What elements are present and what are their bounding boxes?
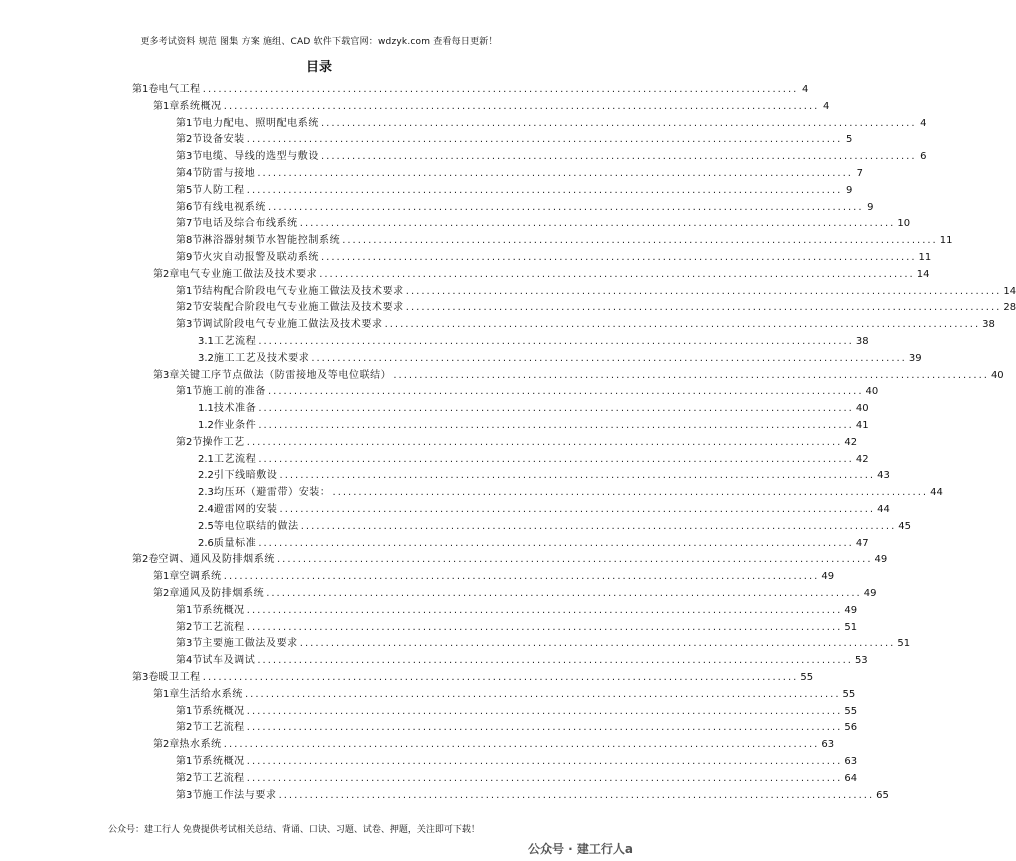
toc-entry-number: 第6节 bbox=[176, 201, 203, 213]
toc-entry-title: 作业条件 bbox=[213, 420, 257, 431]
toc-leader-dots: ................................................................................................................... bbox=[258, 336, 854, 347]
toc-entry-page: 11 bbox=[918, 252, 932, 263]
toc-entry-page: 14 bbox=[916, 268, 930, 280]
toc-leader-dots: ................................................................................................................... bbox=[278, 789, 875, 801]
toc-leader-dots: ................................................................................................................... bbox=[320, 117, 917, 129]
toc-entry-page: 14 bbox=[1003, 285, 1016, 297]
toc-entry[interactable] bbox=[132, 670, 814, 686]
toc-entry[interactable] bbox=[198, 334, 869, 350]
toc-leader-dots: ................................................................................................................... bbox=[267, 201, 864, 213]
toc-entry[interactable] bbox=[176, 317, 995, 333]
toc-entry-page: 55 bbox=[844, 705, 858, 717]
toc-entry-page: 42 bbox=[855, 453, 869, 465]
toc-entry-page: 44 bbox=[930, 487, 943, 499]
toc-entry[interactable] bbox=[176, 132, 853, 148]
toc-entry[interactable] bbox=[176, 166, 863, 182]
toc-leader-dots: ................................................................................................................... bbox=[223, 739, 820, 751]
toc-entry-number: 第2章 bbox=[153, 739, 180, 751]
toc-entry-title: 工艺流程 bbox=[202, 772, 245, 784]
toc-entry-page: 49 bbox=[863, 588, 877, 599]
toc-entry-number: 第7节 bbox=[176, 218, 203, 230]
toc-entry-number: 第1节 bbox=[176, 386, 203, 398]
toc-entry[interactable] bbox=[176, 300, 1016, 316]
toc-leader-dots: ................................................................................................................... bbox=[405, 285, 1002, 297]
toc-entry-number: 第3卷 bbox=[132, 672, 159, 683]
toc-entry-number: 2.1 bbox=[198, 453, 214, 465]
page-header: 更多考试资料 规范 图集 方案 施组、CAD 软件下载官网：wdzyk.com 查看每日更新！ bbox=[140, 37, 498, 47]
toc-entry-title: 系统概况 bbox=[202, 604, 245, 616]
toc-entry[interactable] bbox=[153, 569, 835, 585]
toc-entry[interactable] bbox=[176, 754, 858, 770]
toc-entry-number: 第3节 bbox=[176, 638, 203, 650]
toc-leader-dots: ................................................................................................................... bbox=[320, 151, 917, 163]
toc-entry-number: 2.3 bbox=[198, 487, 214, 499]
toc-entry-title: 系统概况 bbox=[179, 100, 222, 112]
toc-entry-title: 等电位联结的做法 bbox=[213, 520, 299, 532]
toc-entry-page: 40 bbox=[855, 403, 869, 415]
toc-leader-dots: ................................................................................................................... bbox=[202, 672, 799, 683]
toc-entry-page: 40 bbox=[865, 386, 879, 398]
toc-entry-page: 40 bbox=[990, 369, 1004, 381]
toc-entry[interactable] bbox=[153, 99, 830, 115]
toc-entry-page: 5 bbox=[845, 134, 853, 146]
toc-entry[interactable] bbox=[153, 586, 877, 602]
toc-leader-dots: ................................................................................................................... bbox=[246, 184, 843, 196]
toc-entry-title: 电话及综合布线系统 bbox=[202, 218, 298, 230]
toc-entry[interactable] bbox=[176, 149, 927, 165]
toc-leader-dots: ................................................................................................................... bbox=[279, 504, 876, 515]
page-footer: 公众号：建工行人 免费提供考试相关总结、背诵、口诀、习题、试卷、押题，关注即可下载！ bbox=[108, 825, 480, 835]
toc-entry-number: 第3章 bbox=[153, 369, 180, 381]
toc-entry-title: 安装配合阶段电气专业施工做法及技术要求 bbox=[202, 302, 404, 314]
toc-entry-title: 生活给水系统 bbox=[179, 688, 243, 700]
toc-entry-page: 4 bbox=[801, 84, 809, 95]
toc-entry-title: 设备安装 bbox=[202, 134, 245, 146]
toc-entry-title: 主要施工做法及要求 bbox=[202, 638, 298, 650]
toc-leader-dots: ................................................................................................................... bbox=[246, 621, 843, 633]
toc-entry[interactable] bbox=[198, 452, 869, 468]
toc-leader-dots: ................................................................................................................... bbox=[393, 369, 989, 381]
toc-entry-number: 第1节 bbox=[176, 705, 203, 717]
toc-leader-dots: ................................................................................................................... bbox=[258, 453, 854, 465]
toc-entry-number: 第2节 bbox=[176, 722, 203, 734]
toc-leader-dots: ................................................................................................................... bbox=[246, 722, 843, 734]
toc-entry-number: 2.6 bbox=[198, 537, 214, 549]
toc-entry[interactable] bbox=[176, 116, 927, 132]
toc-entry-page: 49 bbox=[821, 571, 835, 583]
toc-entry-title: 工艺流程 bbox=[213, 336, 257, 347]
toc-entry-page: 49 bbox=[874, 554, 888, 566]
toc-entry-number: 1.2 bbox=[198, 420, 214, 431]
toc-entry-number: 第8节 bbox=[176, 235, 203, 247]
watermark: 公众号 · 建工行人a bbox=[528, 842, 634, 856]
toc-entry-number: 第1章 bbox=[153, 100, 180, 112]
toc-entry-number: 第4节 bbox=[176, 655, 203, 667]
toc-entry-title: 人防工程 bbox=[202, 184, 245, 196]
toc-entry-page: 38 bbox=[982, 319, 995, 331]
toc-entry-page: 4 bbox=[920, 117, 927, 129]
toc-entry-page: 63 bbox=[844, 756, 858, 767]
toc-leader-dots: ................................................................................................................... bbox=[299, 638, 896, 650]
toc-entry[interactable] bbox=[176, 636, 911, 652]
toc-entry-number: 2.4 bbox=[198, 504, 214, 515]
toc-leader-dots: ................................................................................................................... bbox=[279, 470, 876, 482]
toc-entry[interactable] bbox=[176, 250, 932, 266]
toc-entry[interactable] bbox=[198, 519, 912, 535]
toc-entry-number: 第1章 bbox=[153, 688, 180, 700]
toc-entry-number: 第2节 bbox=[176, 436, 203, 448]
toc-entry-title: 工艺流程 bbox=[213, 453, 257, 465]
toc-entry-title: 淋浴器射频节水智能控制系统 bbox=[202, 235, 341, 247]
toc-entry-page: 43 bbox=[877, 470, 890, 482]
toc-leader-dots: ................................................................................................................... bbox=[202, 84, 799, 95]
toc-entry-title: 热水系统 bbox=[179, 739, 222, 751]
toc-leader-dots: ................................................................................................................... bbox=[244, 688, 841, 700]
toc-entry-title: 引下线暗敷设 bbox=[213, 470, 278, 482]
toc-entry-page: 64 bbox=[844, 772, 858, 784]
toc-entry[interactable] bbox=[176, 720, 858, 736]
toc-entry-page: 45 bbox=[898, 520, 912, 532]
toc-entry-title: 通风及防排烟系统 bbox=[179, 588, 265, 599]
toc-leader-dots: ................................................................................................................... bbox=[332, 487, 929, 499]
toc-entry-number: 2.2 bbox=[198, 470, 214, 482]
toc-entry-page: 47 bbox=[855, 537, 869, 549]
toc-entry-number: 第4节 bbox=[176, 168, 203, 179]
toc-entry[interactable] bbox=[176, 233, 953, 249]
toc-entry-number: 第1卷 bbox=[132, 84, 159, 95]
toc-entry-title: 工艺流程 bbox=[202, 722, 245, 734]
toc-entry-number: 第2卷 bbox=[132, 554, 159, 566]
toc-entry-page: 63 bbox=[821, 739, 835, 751]
toc-leader-dots: ................................................................................................................... bbox=[246, 772, 843, 784]
toc-entry[interactable] bbox=[176, 771, 858, 787]
toc-entry-page: 51 bbox=[844, 621, 858, 633]
toc-entry-page: 9 bbox=[867, 201, 874, 213]
toc-entry-page: 65 bbox=[876, 789, 889, 801]
toc-entry-number: 3.2 bbox=[198, 352, 214, 364]
toc-entry[interactable] bbox=[132, 82, 809, 98]
toc-leader-dots: ................................................................................................................... bbox=[299, 218, 896, 230]
toc-entry-page: 51 bbox=[897, 638, 911, 650]
toc-leader-dots: ................................................................................................................... bbox=[246, 705, 843, 717]
toc-entry[interactable] bbox=[198, 418, 869, 434]
toc-leader-dots: ................................................................................................................... bbox=[319, 268, 915, 280]
toc-leader-dots: ................................................................................................................... bbox=[276, 554, 873, 566]
toc-leader-dots: ................................................................................................................... bbox=[246, 436, 843, 448]
toc-entry-title: 施工作法与要求 bbox=[202, 789, 277, 801]
toc-entry-page: 4 bbox=[822, 100, 830, 112]
toc-entry[interactable] bbox=[153, 368, 1004, 384]
toc-entry-title: 试车及调试 bbox=[202, 655, 256, 667]
toc-entry-page: 49 bbox=[844, 604, 858, 616]
toc-leader-dots: ................................................................................................................... bbox=[223, 100, 820, 112]
toc-entry-number: 第1节 bbox=[176, 285, 203, 297]
toc-entry-number: 3.1 bbox=[198, 336, 214, 347]
toc-entry[interactable] bbox=[153, 687, 856, 703]
toc-entry-number: 第2节 bbox=[176, 302, 203, 314]
toc-leader-dots: ................................................................................................................... bbox=[258, 420, 854, 431]
toc-entry-number: 第2章 bbox=[153, 588, 180, 599]
toc-entry[interactable] bbox=[132, 552, 888, 568]
toc-entry[interactable] bbox=[198, 468, 890, 484]
toc-entry-number: 1.1 bbox=[198, 403, 214, 415]
toc-leader-dots: ................................................................................................................... bbox=[246, 756, 843, 767]
toc-entry-title: 系统概况 bbox=[202, 705, 245, 717]
toc-entry-page: 10 bbox=[897, 218, 911, 230]
toc-entry-page: 38 bbox=[855, 336, 869, 347]
toc-leader-dots: ................................................................................................................... bbox=[300, 520, 897, 532]
toc-entry[interactable] bbox=[176, 603, 858, 619]
toc-entry-page: 6 bbox=[920, 151, 927, 163]
toc-entry-page: 11 bbox=[939, 235, 953, 247]
toc-entry-title: 防雷与接地 bbox=[202, 168, 256, 179]
toc-entry-title: 有线电视系统 bbox=[202, 201, 266, 213]
toc-entry-number: 第1节 bbox=[176, 756, 203, 767]
toc-entry[interactable] bbox=[198, 485, 943, 501]
toc-entry-page: 42 bbox=[844, 436, 858, 448]
toc-leader-dots: ................................................................................................................... bbox=[257, 655, 853, 667]
toc-entry-number: 第2节 bbox=[176, 134, 203, 146]
toc-entry[interactable] bbox=[176, 183, 853, 199]
toc-entry-number: 第5节 bbox=[176, 184, 203, 196]
toc-entry-page: 53 bbox=[854, 655, 868, 667]
toc-entry-title: 电缆、导线的选型与敷设 bbox=[202, 151, 319, 163]
toc-entry[interactable] bbox=[176, 788, 889, 804]
toc-entry-title: 操作工艺 bbox=[202, 436, 245, 448]
toc-entry[interactable] bbox=[176, 200, 874, 216]
toc-entry-title: 调试阶段电气专业施工做法及技术要求 bbox=[202, 319, 383, 331]
toc-entry-number: 第3节 bbox=[176, 319, 203, 331]
toc-entry[interactable] bbox=[176, 216, 911, 232]
toc-entry-title: 电气工程 bbox=[158, 84, 201, 95]
toc-leader-dots: ................................................................................................................... bbox=[258, 537, 854, 549]
toc-entry-page: 9 bbox=[845, 184, 853, 196]
toc-entry[interactable] bbox=[198, 536, 869, 552]
toc-entry-number: 2.5 bbox=[198, 520, 214, 532]
toc-entry-title: 工艺流程 bbox=[202, 621, 245, 633]
toc-entry-title: 火灾自动报警及联动系统 bbox=[202, 252, 319, 263]
toc-entry-title: 电力配电、照明配电系统 bbox=[202, 117, 319, 129]
toc-entry-title: 施工前的准备 bbox=[202, 386, 266, 398]
toc-entry-title: 系统概况 bbox=[202, 756, 245, 767]
toc-entry-number: 第2章 bbox=[153, 268, 180, 280]
toc-entry-title: 暖卫工程 bbox=[158, 672, 201, 683]
toc-entry[interactable] bbox=[153, 267, 930, 283]
toc-entry-number: 第1章 bbox=[153, 571, 180, 583]
toc-leader-dots: ................................................................................................................... bbox=[342, 235, 938, 247]
toc-entry-number: 第3节 bbox=[176, 151, 203, 163]
toc-entry[interactable] bbox=[176, 435, 858, 451]
toc-entry-title: 结构配合阶段电气专业施工做法及技术要求 bbox=[202, 285, 404, 297]
toc-entry[interactable] bbox=[176, 284, 1016, 300]
toc-entry-number: 第3节 bbox=[176, 789, 203, 801]
toc-entry-title: 空调系统 bbox=[179, 571, 222, 583]
toc-entry[interactable] bbox=[153, 737, 835, 753]
toc-leader-dots: ................................................................................................................... bbox=[266, 588, 862, 599]
toc-entry-page: 39 bbox=[908, 352, 922, 364]
toc-leader-dots: ................................................................................................................... bbox=[384, 319, 981, 331]
toc-leader-dots: ................................................................................................................... bbox=[223, 571, 820, 583]
toc-entry-number: 第1节 bbox=[176, 604, 203, 616]
toc-entry[interactable] bbox=[176, 384, 879, 400]
toc-leader-dots: ................................................................................................................... bbox=[258, 403, 854, 415]
page-title: 目录 bbox=[305, 60, 332, 75]
toc-entry-title: 关键工序节点做法（防雷接地及等电位联结） bbox=[179, 369, 392, 381]
toc-entry-number: 第9节 bbox=[176, 252, 203, 263]
toc-entry-title: 质量标准 bbox=[213, 537, 257, 549]
toc-entry[interactable] bbox=[198, 502, 890, 518]
toc-entry-page: 28 bbox=[1003, 302, 1016, 314]
toc-leader-dots: ................................................................................................................... bbox=[311, 352, 907, 364]
toc-entry[interactable] bbox=[198, 351, 922, 367]
toc-entry-title: 空调、通风及防排烟系统 bbox=[158, 554, 275, 566]
toc-entry[interactable] bbox=[176, 653, 868, 669]
toc-entry-number: 第1节 bbox=[176, 117, 203, 129]
toc-leader-dots: ................................................................................................................... bbox=[405, 302, 1002, 314]
toc-entry[interactable] bbox=[198, 401, 869, 417]
toc-entry-title: 施工工艺及技术要求 bbox=[213, 352, 310, 364]
toc-entry-title: 避雷网的安装 bbox=[213, 504, 278, 515]
toc-entry-title: 电气专业施工做法及技术要求 bbox=[179, 268, 318, 280]
toc-entry-page: 55 bbox=[800, 672, 814, 683]
toc-entry[interactable] bbox=[176, 704, 858, 720]
toc-leader-dots: ................................................................................................................... bbox=[246, 134, 843, 146]
toc-leader-dots: ................................................................................................................... bbox=[320, 252, 917, 263]
toc-entry-page: 55 bbox=[842, 688, 856, 700]
toc-entry-number: 第2节 bbox=[176, 772, 203, 784]
toc-leader-dots: ................................................................................................................... bbox=[246, 604, 843, 616]
toc-leader-dots: ................................................................................................................... bbox=[267, 386, 864, 398]
toc-leader-dots: ................................................................................................................... bbox=[257, 168, 853, 179]
toc-entry-page: 44 bbox=[877, 504, 890, 515]
toc-entry-title: 均压环（避雷带）安装： bbox=[213, 487, 331, 499]
toc-entry-title: 技术准备 bbox=[213, 403, 257, 415]
toc-entry[interactable] bbox=[176, 620, 858, 636]
toc-entry-number: 第2节 bbox=[176, 621, 203, 633]
toc-entry-page: 7 bbox=[856, 168, 863, 179]
toc-entry-page: 41 bbox=[855, 420, 869, 431]
toc-entry-page: 56 bbox=[844, 722, 858, 734]
